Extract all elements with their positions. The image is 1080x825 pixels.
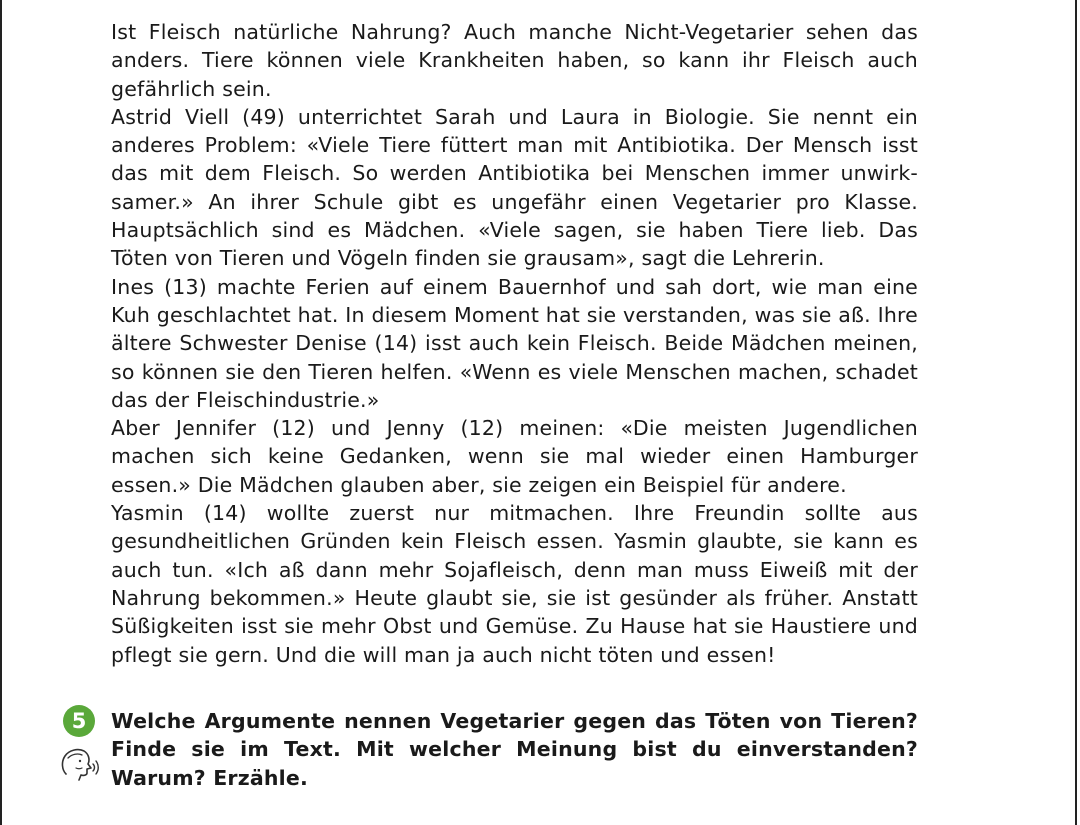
task-instruction: Welche Argumente nennen Vegetarier gegen das Töten von Tieren? Finde sie im Text. Mit welcher Meinung bist du einverstanden? Warum? Erzähle.: [111, 709, 918, 790]
paragraph-4: Aber Jennifer (12) und Jenny (12) meinen: «Die meisten Jugendlichen machen sich keine Gedanken, wenn sie mal wieder einen Hamburger essen.» Die Mädchen glauben aber, sie zeigen ein Beispiel für andere.: [111, 416, 918, 497]
paragraph-1: Ist Fleisch natürliche Nahrung? Auch manche Nicht-Vegetarier sehen das anders. Tiere können viele Krankheiten haben, so kann ihr Fleisch auch gefährlich sein.: [111, 20, 918, 101]
speaking-head-icon: [58, 744, 102, 784]
paragraph-2: Astrid Viell (49) unterrichtet Sarah und Laura in Biologie. Sie nennt ein anderes Problem: «Viele Tiere füttert man mit Antibiotika. Der Mensch isst das mit dem Fleisch. So werden Antibiotika bei Menschen immer unwirk-samer.» An ihrer Schule gibt es ungefähr einen Vegetarier pro Klasse. Hauptsächlich sind es Mädchen. «Viele sagen, sie haben Tiere lieb. Das Töten von Tieren und Vögeln finden sie grausam», sagt die Lehrerin.: [111, 104, 918, 271]
task-number-badge: 5: [63, 705, 95, 737]
paragraph-5: Yasmin (14) wollte zuerst nur mitmachen. Ihre Freundin sollte aus gesundheitlichen Gründen kein Fleisch essen. Yasmin glaubte, sie kann es auch tun. «Ich aß dann mehr Sojafleisch, denn man muss Eiweiß mit der Nahrung bekommen.» Heute glaubt sie, sie ist gesünder als früher. Anstatt Süßigkeiten isst sie mehr Obst und Gemüse. Zu Hause hat sie Haustiere und pflegt sie gern. Und die will man ja auch nicht töten und essen!: [111, 501, 918, 667]
paragraph-3: Ines (13) machte Ferien auf einem Bauernhof und sah dort, wie man eine Kuh geschlachtet hat. In diesem Moment hat sie verstanden, was sie aß. Ihre ältere Schwester Denise (14) isst auch kein Fleisch. Beide Mädchen meinen, so können sie den Tieren helfen. «Wenn es viele Menschen machen, schadet das der Fleischindustrie.»: [111, 274, 918, 412]
article-text: [111, 18, 918, 669]
